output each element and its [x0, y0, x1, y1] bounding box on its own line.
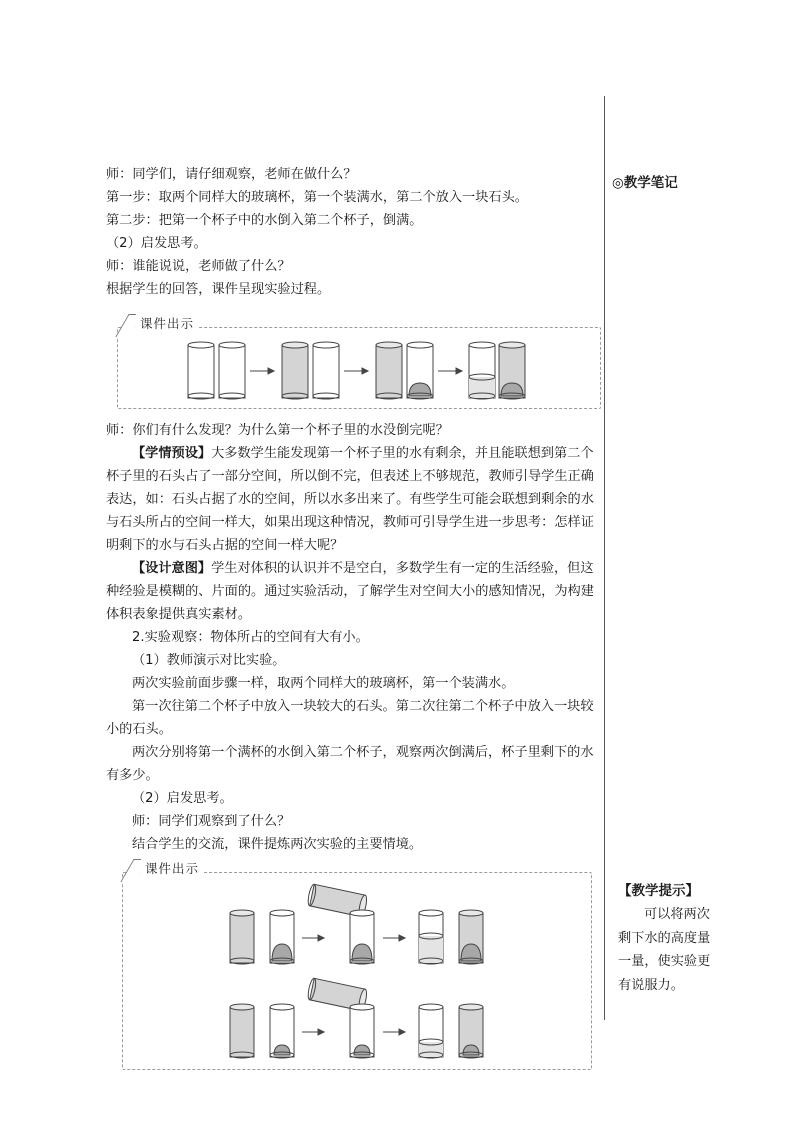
paragraph: 师：你们有什么发现？为什么第一个杯子里的水没倒完呢？: [106, 423, 449, 438]
courseware-panel-2: [122, 861, 592, 1070]
paragraph: 师：同学们，请仔细观察，老师在做什么？: [106, 167, 357, 182]
teaching-tip-title: 【教学提示】: [618, 883, 699, 899]
paragraph: 大多数学生能发现第一个杯子里的水有剩余，并且能联想到第二个杯子里的石头占了一部分空间，所以倒不完，但表述上不够规范，教师引导学生正确表达，如：石头占据了水的空间，所以水多出来了。有些学生可能会联想到剩余的水与石头所占的空间一样大，如果出现这种情况，教师可引导学生进一步思考：怎样证明剩下的水与石头占据的空间一样大呢？: [106, 446, 594, 553]
paragraph: 学生对体积的认识并不是空白，多数学生有一定的生活经验，但这种经验是模糊的、片面的。通过实验活动，了解学生对空间大小的感知情况，为构建体积表象提供真实素材。: [106, 561, 594, 622]
teaching-notes-title: ◎教学笔记: [612, 175, 678, 191]
main-text-2: [106, 419, 596, 856]
paragraph: （2）启发思考。: [132, 791, 233, 806]
paragraph: 第一次往第二个杯子中放入一块较大的石头。第二次往第二个杯子中放入一块较小的石头。: [106, 699, 594, 737]
paragraph: 师：同学们观察到了什么？: [132, 814, 291, 829]
paragraph: 两次实验前面步骤一样，取两个同样大的玻璃杯，第一个装满水。: [132, 676, 515, 691]
paragraph: 两次分别将第一个满杯的水倒入第二个杯子，观察两次倒满后，杯子里剩下的水有多少。: [106, 745, 594, 783]
paragraph: 根据学生的回答，课件呈现实验过程。: [106, 282, 331, 297]
paragraph: （1）教师演示对比实验。: [132, 653, 286, 668]
courseware-panel-1: [117, 316, 601, 409]
paragraph: 2.实验观察：物体所占的空间有大有小。: [132, 630, 369, 645]
tag-sheji: 【设计意图】: [132, 561, 212, 576]
paragraph: （2）启发思考。: [106, 236, 207, 251]
paragraph: 师：谁能说说，老师做了什么？: [106, 259, 291, 274]
teaching-tip-body: 可以将两次剩下水的高度量一量，使实验更有说服力。: [618, 907, 711, 993]
paragraph: 第二步：把第一个杯子中的水倒入第二个杯子，倒满。: [106, 213, 423, 228]
main-text: [106, 163, 596, 301]
tag-xueqing: 【学情预设】: [132, 446, 212, 461]
panel-label: 课件出示: [136, 314, 198, 332]
margin-divider: [604, 96, 605, 1020]
paragraph: 第一步：取两个同样大的玻璃杯，第一个装满水，第二个放入一块石头。: [106, 190, 528, 205]
panel-label: 课件出示: [141, 859, 203, 877]
paragraph: 结合学生的交流，课件提炼两次实验的主要情境。: [132, 837, 423, 852]
